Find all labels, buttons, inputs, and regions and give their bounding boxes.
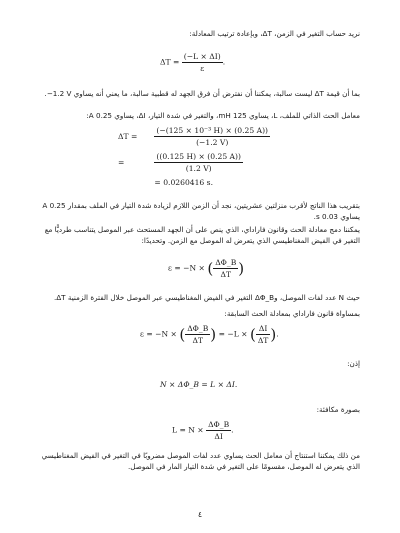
equation-delta-t: ΔT = $\frac{(-L \times \Delta I)}{\varepsilon}$ . <box>160 52 226 73</box>
equation-calculation: ΔT = $\frac{\text{(−(125 × 10⁻³ H) × (0.25 A))}}{(-1.2 V)}$ = $\frac{((0.125 H) \times (0.25 A))}{(1.2 V)}$ = 0.0260416 s. <box>118 126 268 187</box>
page-number: ٤ <box>197 510 203 519</box>
equation-faraday: ε = −N × ( $\frac{\Delta\Phi\_B}{\Delta T}$ ) <box>168 258 245 279</box>
paragraph-values: معامل الحث الذاتي للملف، L، يساوي 125 mH، والتغير في شدة التيار، ΔI، يساوي 0.25 A: <box>86 111 360 120</box>
paragraph-rounding: بتقريب هذا الناتج لأقرب منزلتين عشريتين، نجد أن الزمن اللازم لزيادة شدة التيار في الملف بمقدار 0.25 A يساوي 0.03 s. <box>42 201 360 221</box>
paragraph-equate: بمساواة قانون فاراداي بمعادلة الحث السابقة: <box>224 309 360 318</box>
equation-product: N × ΔΦ_B = L × ΔI. <box>160 380 238 389</box>
paragraph-faraday: يمكننا دمج معادلة الحث وقانون فاراداي، الذي ينص على أن الجهد المستحث عبر الموصل يتناسب طرديًّا مع التغير في الفيض المغناطيسي الذي يتعرض له الموصل مع الزمن. وتحديدًا: <box>44 225 360 245</box>
paragraph-therefore: إذن: <box>347 359 360 368</box>
paragraph-variables: حيث N عدد لفات الموصل، وΔΦ_B التغير في الفيض المغناطيسي عبر الموصل خلال الفترة الزمنية ΔT. <box>53 293 360 302</box>
paragraph-sign: بما أن قيمة ΔT ليست سالبة، يمكننا أن نفترض أن فرق الجهد له قطبية سالبة، ما يعني أنه يساوي ‎−1.2 V‎. <box>44 89 360 98</box>
equation-inductance: L = N × $\frac{\Delta\Phi\_B}{\Delta I}$ . <box>172 420 234 441</box>
equation-equated: ε = −N × ( $\frac{\Delta\Phi\_B}{\Delta T}$ ) = −L × ( $\frac{\Delta I}{\Delta T}$ ). <box>140 324 279 345</box>
paragraph-conclusion: من ذلك يمكننا استنتاج أن معامل الحث يساوي عدد لفات الموصل مضروبًا في التغير في الفيض المغناطيسي الذي يتعرض له الموصل، مقسومًا على التغير في شدة التيار المار في الموصل. <box>41 451 360 471</box>
paragraph-equivalent: بصورة مكافئة: <box>316 405 360 414</box>
paragraph-intro: نريد حساب التغير في الزمن، ΔT، وبإعادة ترتيب المعادلة: <box>189 29 360 38</box>
